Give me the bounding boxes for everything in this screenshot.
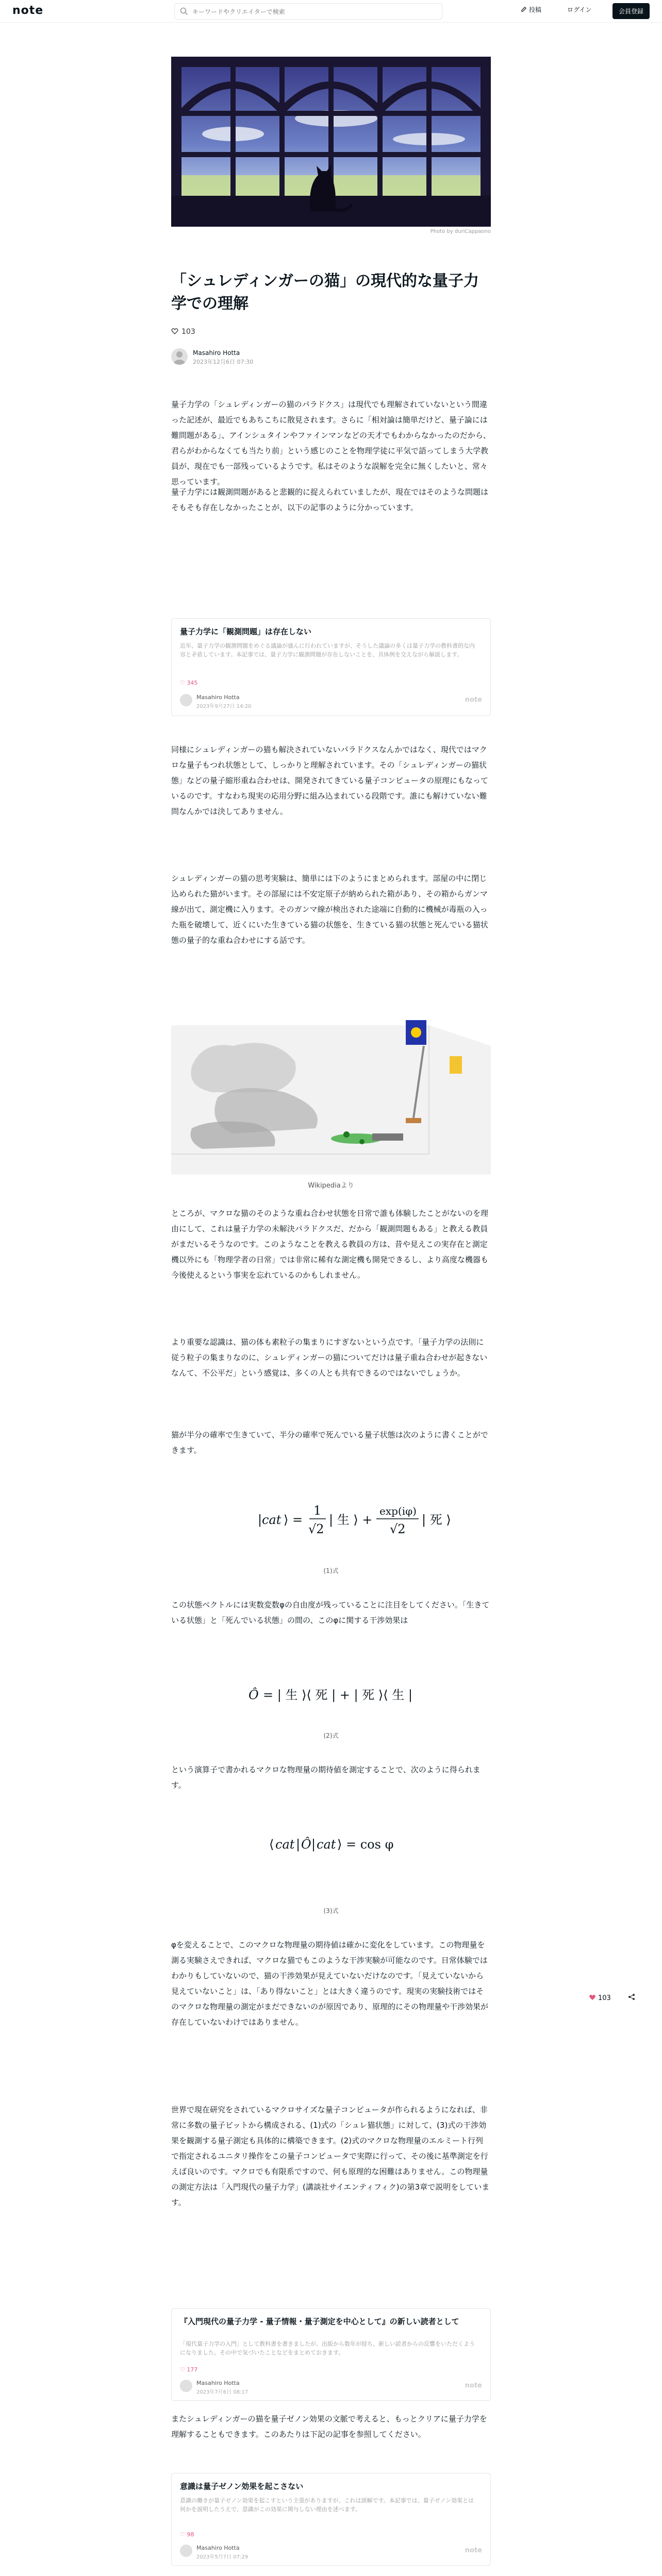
svg-text:√2: √2	[308, 1522, 324, 1536]
search-icon	[180, 7, 188, 15]
card-title[interactable]: 『入門現代の量子力学 - 量子情報・量子測定を中心として』の新しい読者として	[180, 2317, 459, 2326]
figure-caption: Wikipediaより	[308, 1182, 354, 1190]
author-name[interactable]: Masahiro Hotta	[193, 349, 240, 357]
card-excerpt: 意識の働きが量子ゼノン効果を起こすという主張がありますが、これは誤解です。本記事では、量子ゼノン効果とは何かを説明したうえで、意識がこの効果に関与しない理由を述べます。	[180, 2497, 474, 2513]
card-title[interactable]: 意識は量子ゼノン効果を起こさない	[180, 2482, 304, 2491]
signup-button[interactable]: 会員登録	[613, 3, 650, 19]
paragraph-12: またシュレディンガーの猫を量子ゼノン効果の文脈で考えると、もっとクリアに量子力学を理解することもできます。このあたりは下記の記事を参照してください。	[171, 2414, 487, 2439]
svg-text:= | 生 ⟩⟨ 死 | + | 死 ⟩⟨ 生 |: = | 生 ⟩⟨ 死 | + | 死 ⟩⟨ 生 |	[263, 1688, 412, 1702]
floating-like-value: 103	[598, 1994, 611, 2002]
svg-text:cat: cat	[317, 1837, 336, 1852]
svg-text:|: |	[258, 1513, 262, 1527]
embedded-article-card[interactable]	[171, 2473, 491, 2566]
article-title: 「シュレディンガーの猫」の現代的な量子力学での理解	[171, 272, 479, 313]
card-avatar	[180, 2380, 192, 2392]
svg-text:cat: cat	[275, 1837, 295, 1852]
card-excerpt: 近年、量子力学の観測問題をめぐる議論が盛んに行われていますが、そうした議論の多くは量子力学の教科書的な内容と矛盾しています。本記事では、量子力学に観測問題が存在しないことを、具体例を交えながら解説します。	[180, 642, 475, 658]
card-like-value: 98	[187, 2531, 194, 2538]
paragraph-11: 世界で現在研究をされているマクロサイズな量子コンピュータが作られるようになれば、非常に多数の量子ビットから構成される、(1)式の「シュレ猫状態」に対して、(3)式の干渉効果を観測する量子測定も具体的に構築できます。(2)式のマクロな物理量のエルミート行列で指定されるユニタリ操作をこの量子コンピュータで実際に行って、その後に基準測定を行えば良いのです。マクロでも有限系ですので、何も原理的な困難はありません。この物理量の測定方法は「入門現代の量子力学」(講談社サイエンティフィク)の第3章で説明をしています。	[171, 2105, 490, 2207]
card-author: Masahiro Hotta	[196, 694, 240, 701]
paragraph-8: この状態ベクトルには実数変数φの自由度が残っていることに注目をしてください。「生きている状態」と「死んでいる状態」の間の、このφに関する干渉効果は	[171, 1600, 490, 1625]
svg-text:exp(iφ): exp(iφ)	[379, 1505, 417, 1517]
card-date: 2023年7月6日 08:17	[196, 2389, 249, 2395]
card-avatar	[180, 2545, 192, 2557]
card-like-count: ♡ 98	[180, 2531, 194, 2538]
schrodinger-cat-illustration	[171, 1005, 491, 1175]
svg-text:cat: cat	[262, 1513, 282, 1527]
embedded-article-card[interactable]	[171, 2308, 491, 2401]
paragraph-1: 量子力学の「シュレディンガーの猫のパラドクス」は現代でも理解されていないという間違った記述が、最近でもあちこちに散見されます。さらに「相対論は簡単だけど、量子論には難問題がある」、アインシュタインやファインマンなどの天才でもわからなかったのだから、君らがわからなくても当たり前」という感じのことを物理学徒に平気で語ってしまう大学教員が、現在でも一部残っているようです。私はそのような誤解を完全に無くしたいと、常々思っています。	[171, 400, 491, 486]
heart-icon	[171, 328, 178, 335]
svg-text:Ô: Ô	[249, 1688, 259, 1702]
publish-date: 2023年12月6日 07:30	[193, 359, 254, 365]
share-icon[interactable]	[628, 1993, 635, 2001]
paragraph-6: より重要な認識は、猫の体も素粒子の集まりにすぎないという点です。「量子力学の法則に従う粒子の集まりなのに、シュレディンガーの猫についてだけは量子重ね合わせが起きないなんて、不公平だ」という感覚は、多くの人とも共有できるのではないでしょうか。	[171, 1337, 488, 1378]
hero-credit: Photo by duriCappaono	[430, 229, 491, 234]
equation-1-label: (1)式	[323, 1567, 339, 1574]
svg-text:Ô: Ô	[301, 1837, 311, 1852]
svg-text:1: 1	[313, 1503, 322, 1518]
equation-3	[171, 1824, 491, 1865]
equation-1	[171, 1494, 491, 1546]
avatar[interactable]	[171, 348, 188, 365]
search-box[interactable]	[174, 3, 442, 20]
svg-text:| 死 ⟩: | 死 ⟩	[422, 1513, 451, 1527]
login-button[interactable]: ログイン	[567, 6, 592, 13]
embedded-article-card[interactable]	[171, 618, 491, 716]
pencil-icon	[521, 6, 527, 12]
svg-text:√2: √2	[390, 1522, 406, 1536]
paragraph-4: シュレディンガーの猫の思考実験は、簡単には下のようにまとめられます。部屋の中に閉じ込められた猫がいます。その部屋には不安定原子が納められた箱があり、その箱からガンマ線が出て、測定機に入ります。そのガンマ線が検出された途端に自動的に機械が毒瓶の入った瓶を破壊して、近くにいた生きている猫の状態を、生きている猫の状態と死んでいる猫状態の量子的な重ね合わせにする話です。	[171, 874, 488, 945]
svg-text:|: |	[311, 1837, 316, 1852]
like-count-top[interactable]	[171, 328, 195, 336]
svg-text:⟩ =: ⟩ =	[284, 1513, 303, 1527]
note-logo-small: note	[465, 2382, 482, 2389]
card-avatar	[180, 694, 192, 706]
note-logo-small: note	[465, 696, 482, 704]
paragraph-7: 猫が半分の確率で生きていて、半分の確率で死んでいる量子状態は次のように書くことができます。	[171, 1430, 488, 1455]
paragraph-3: 同様にシュレディンガーの猫も解決されていないパラドクスなんかではなく、現代ではマクロな量子もつれ状態として、しっかりと理解されています。その「シュレディンガーの猫状態」などの量子縮形重ね合わせは、開発されてきている量子コンピュータの原理にもなっているのです。すなわち現実の応用分野に組み込まれている段階です。誰にも解けていない難問なんかでは決してありません。	[171, 745, 489, 816]
equation-2-label: (2)式	[323, 1732, 339, 1739]
post-button[interactable]	[521, 5, 541, 14]
card-date: 2023年5月7日 07:29	[196, 2554, 249, 2560]
svg-text:|: |	[296, 1837, 301, 1852]
paragraph-5: ところが、マクロな猫のそのような重ね合わせ状態を日常で誰も体験したことがないのを理由にして、これは量子力学の未解決パラドクスだ、だから「観測問題もある」と教える教員がまだいるそうなのです。このようなことを教える教員の方は、昔や見えこの実存在と測定機以外にも「物理学者の日常」では非常に稀有な測定機も開発できるし、より高度な機器も今後使えるという事実を忘れているのかもしれません。	[171, 1209, 489, 1280]
search-input[interactable]	[192, 6, 435, 18]
note-logo[interactable]: note	[12, 4, 44, 17]
equation-2	[171, 1674, 491, 1716]
paragraph-2: 量子力学には観測問題があると悲観的に捉えられていましたが、現在ではそのような問題はそもそも存在しなかったことが、以下の記事のように分かっています。	[171, 487, 489, 512]
site-header	[0, 0, 662, 23]
paragraph-9: という演算子で書かれるマクロな物理量の期待値を測定することで、次のように得られます。	[171, 1765, 481, 1790]
equation-3-label: (3)式	[323, 1907, 339, 1914]
post-label: 投稿	[529, 6, 542, 13]
floating-like-button[interactable]	[589, 1994, 611, 2002]
card-like-value: 345	[187, 680, 198, 686]
like-count-value: 103	[181, 328, 195, 336]
card-like-count: ♡ 345	[180, 680, 198, 686]
hero-image	[171, 57, 491, 227]
card-author: Masahiro Hotta	[196, 2545, 240, 2551]
svg-text:⟨: ⟨	[269, 1837, 274, 1852]
card-author: Masahiro Hotta	[196, 2380, 240, 2386]
paragraph-10: φを変えることで、このマクロな物理量の期待値は確かに変化をしています。この物理量を測る実験さえできれば、マクロな猫でもこのような干渉実験が可能なのです。日常体験ではわかりもしていないので、猫の干渉効果が見えていないだけなのです。「見えていないから見えていないこと」は、「あり得ないこと」とは大きく違うのです。現実の実験技術ではそのマクロな物理量の測定がまだできないのが原因であり、原理的にその物理量や干渉効果が存在していないわけではありません。	[171, 1940, 489, 2027]
card-excerpt: 「現代量子力学の入門」として教科書を書きましたが、出版から数年が経ち、新しい読者からの反響をいただくようになりました。その中で気づいたことなどをまとめておきます。	[180, 2341, 475, 2356]
card-title[interactable]: 量子力学に「観測問題」は存在しない	[180, 627, 312, 636]
card-date: 2023年9月27日 14:20	[196, 704, 252, 709]
card-like-value: 177	[187, 2366, 198, 2373]
heart-icon	[589, 1994, 596, 2001]
card-like-count: ♡ 177	[180, 2366, 198, 2373]
svg-text:⟩ = cos φ: ⟩ = cos φ	[337, 1837, 394, 1852]
svg-text:| 生 ⟩ +: | 生 ⟩ +	[329, 1513, 373, 1527]
note-logo-small: note	[465, 2547, 482, 2554]
